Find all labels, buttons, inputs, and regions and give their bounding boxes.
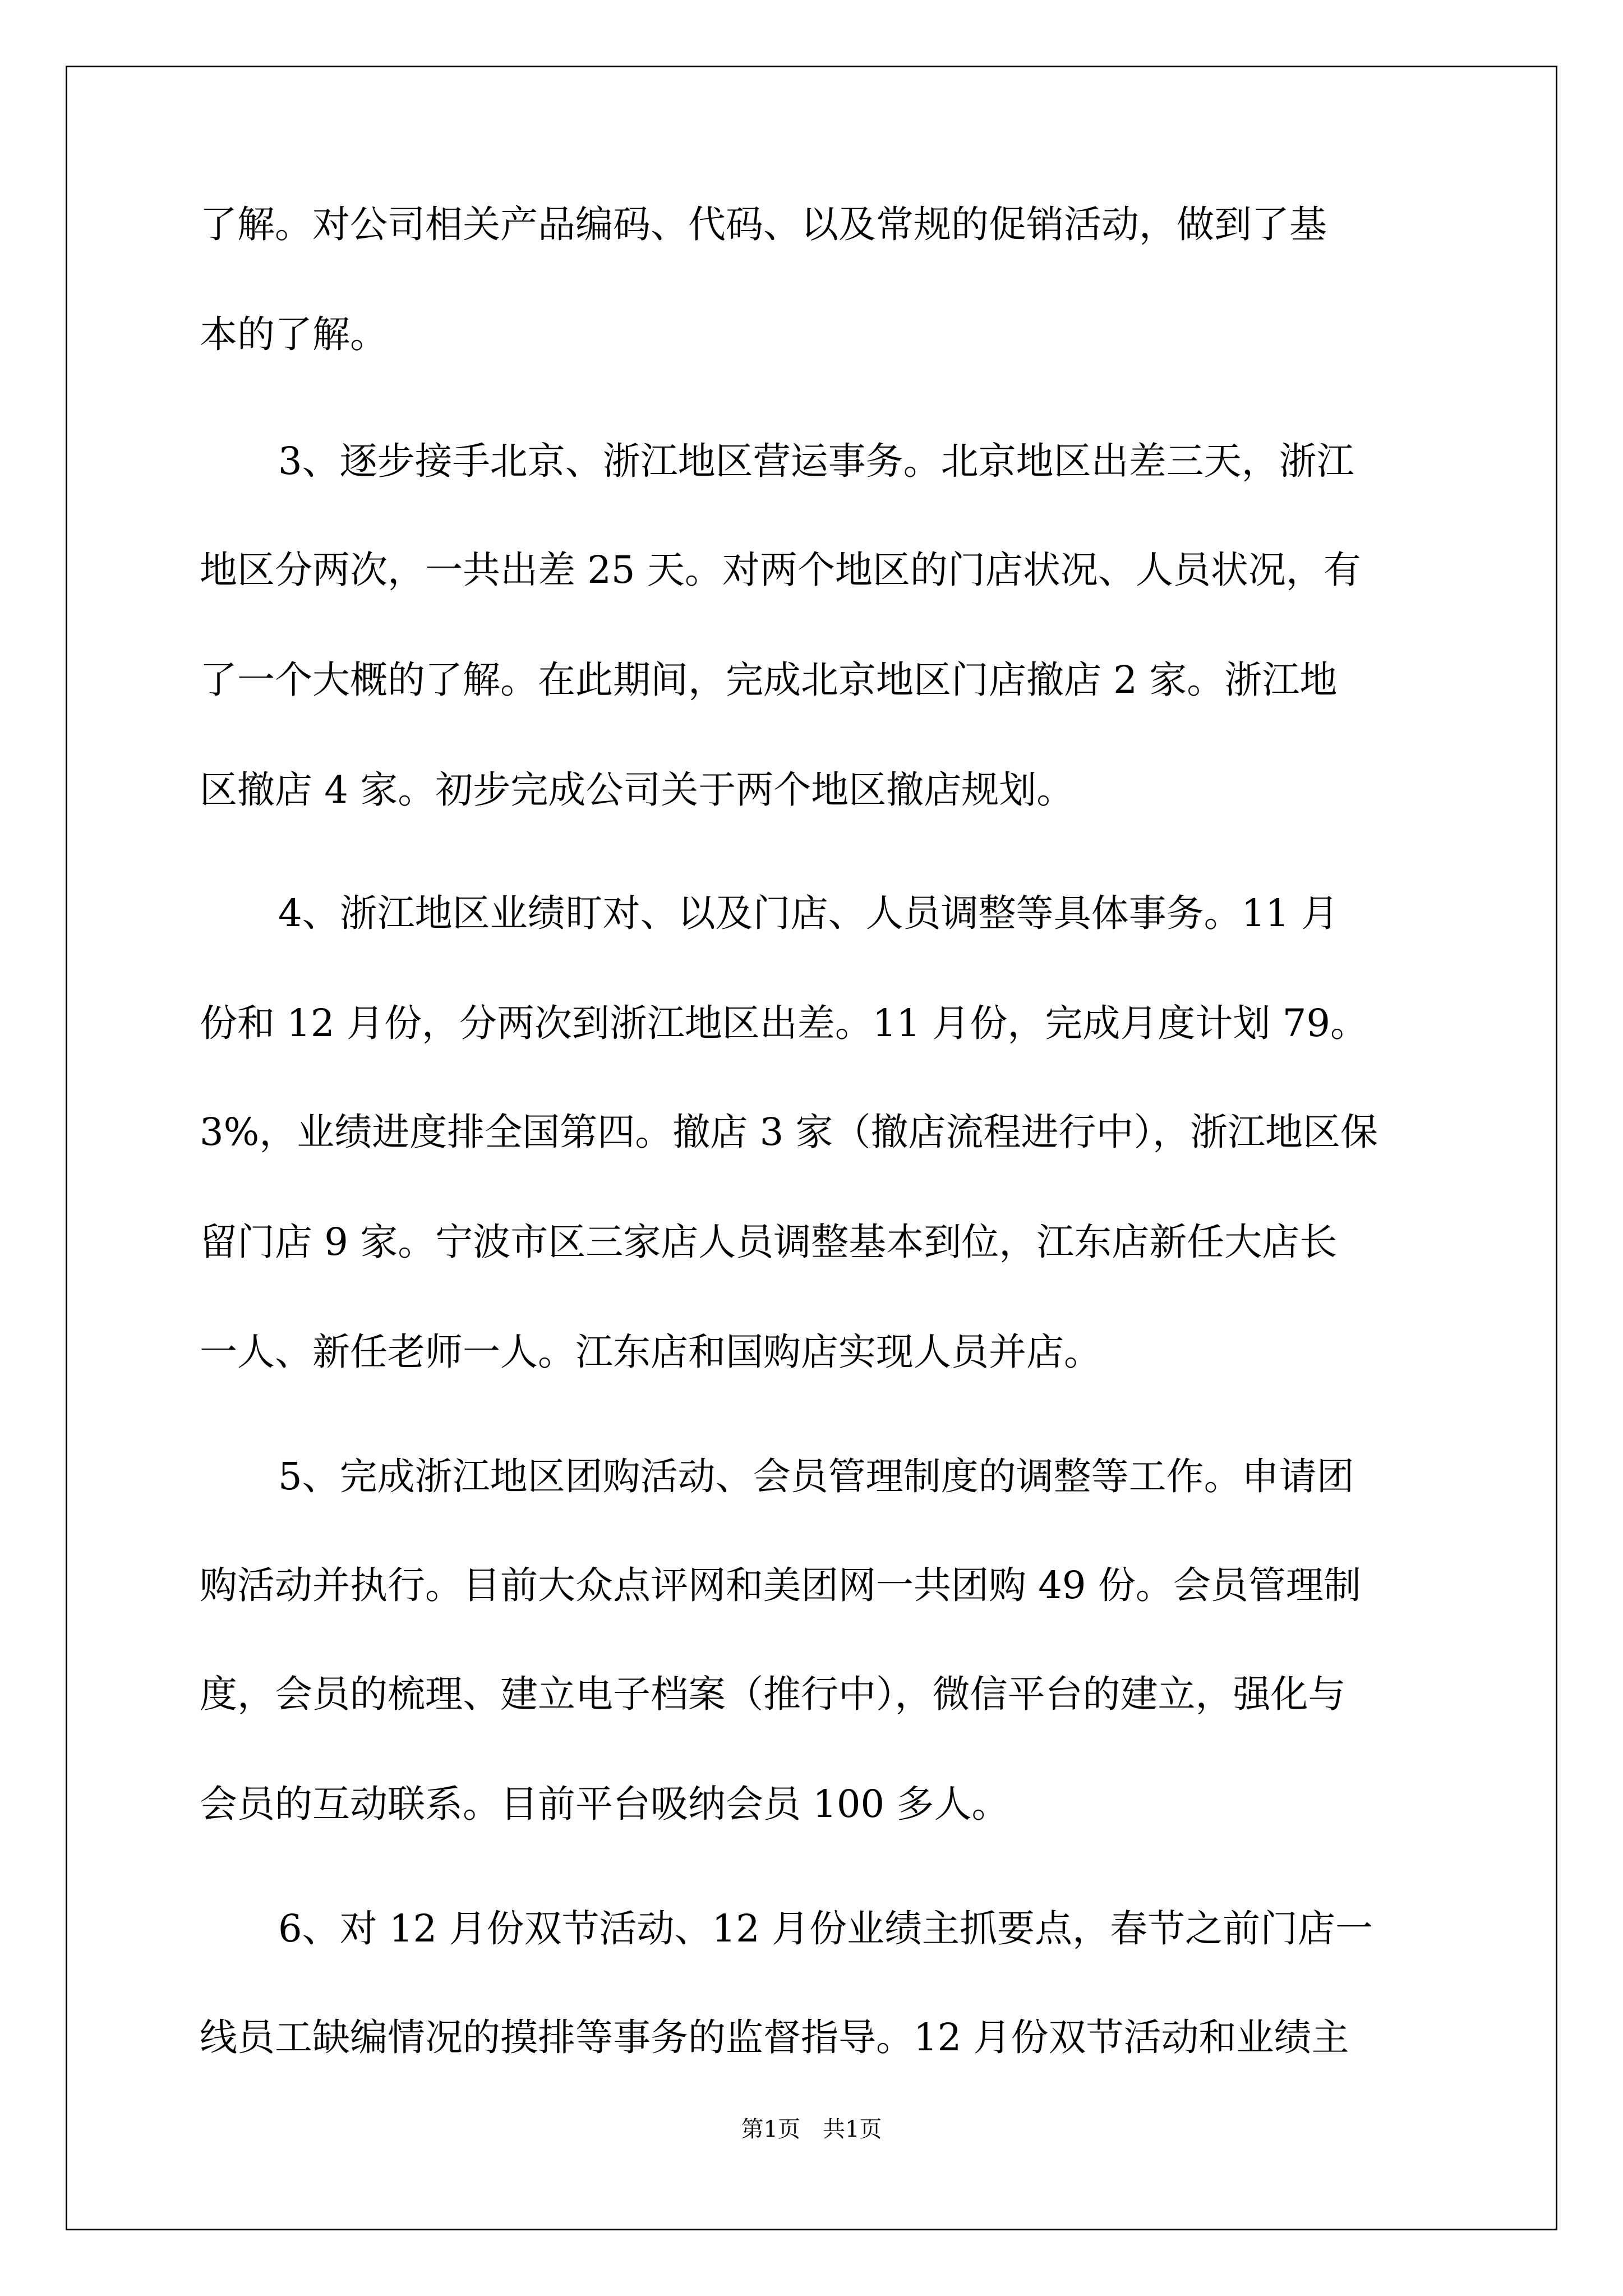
text-line: 区撤店 4 家。初步完成公司关于两个地区撤店规划。 (200, 768, 1075, 812)
text-line: 一人、新任老师一人。江东店和国购店实现人员并店。 (200, 1330, 1101, 1374)
text-line: 份和 12 月份，分两次到浙江地区出差。11 月份，完成月度计划 79。 (200, 1001, 1368, 1045)
text-line: 留门店 9 家。宁波市区三家店人员调整基本到位，江东店新任大店长 (200, 1220, 1338, 1264)
text-line: 3%，业绩进度排全国第四。撤店 3 家（撤店流程进行中），浙江地区保 (200, 1110, 1378, 1154)
text-line: 了解。对公司相关产品编码、代码、以及常规的促销活动，做到了基 (200, 203, 1327, 246)
page-footer: 第1页 共1页 (741, 2116, 882, 2142)
text-line: 度，会员的梳理、建立电子档案（推行中），微信平台的建立，强化与 (200, 1672, 1346, 1716)
paragraph-5-line: 5、完成浙江地区团购活动、会员管理制度的调整等工作。申请团 (278, 1455, 1354, 1498)
text-line: 会员的互动联系。目前平台吸纳会员 100 多人。 (200, 1782, 1009, 1826)
text-line: 购活动并执行。目前大众点评网和美团网一共团购 49 份。会员管理制 (200, 1563, 1361, 1607)
paragraph-6-line: 6、对 12 月份双节活动、12 月份业绩主抓要点，春节之前门店一 (278, 1907, 1373, 1950)
text-line: 地区分两次，一共出差 25 天。对两个地区的门店状况、人员状况，有 (200, 548, 1361, 592)
paragraph-4-line: 4、浙江地区业绩盯对、以及门店、人员调整等具体事务。11 月 (278, 891, 1339, 935)
text-line: 本的了解。 (200, 312, 388, 356)
text-line: 线员工缺编情况的摸排等事务的监督指导。12 月份双节活动和业绩主 (200, 2016, 1349, 2059)
paragraph-3-line: 3、逐步接手北京、浙江地区营运事务。北京地区出差三天，浙江 (278, 439, 1354, 483)
text-line: 了一个大概的了解。在此期间，完成北京地区门店撤店 2 家。浙江地 (200, 658, 1338, 702)
